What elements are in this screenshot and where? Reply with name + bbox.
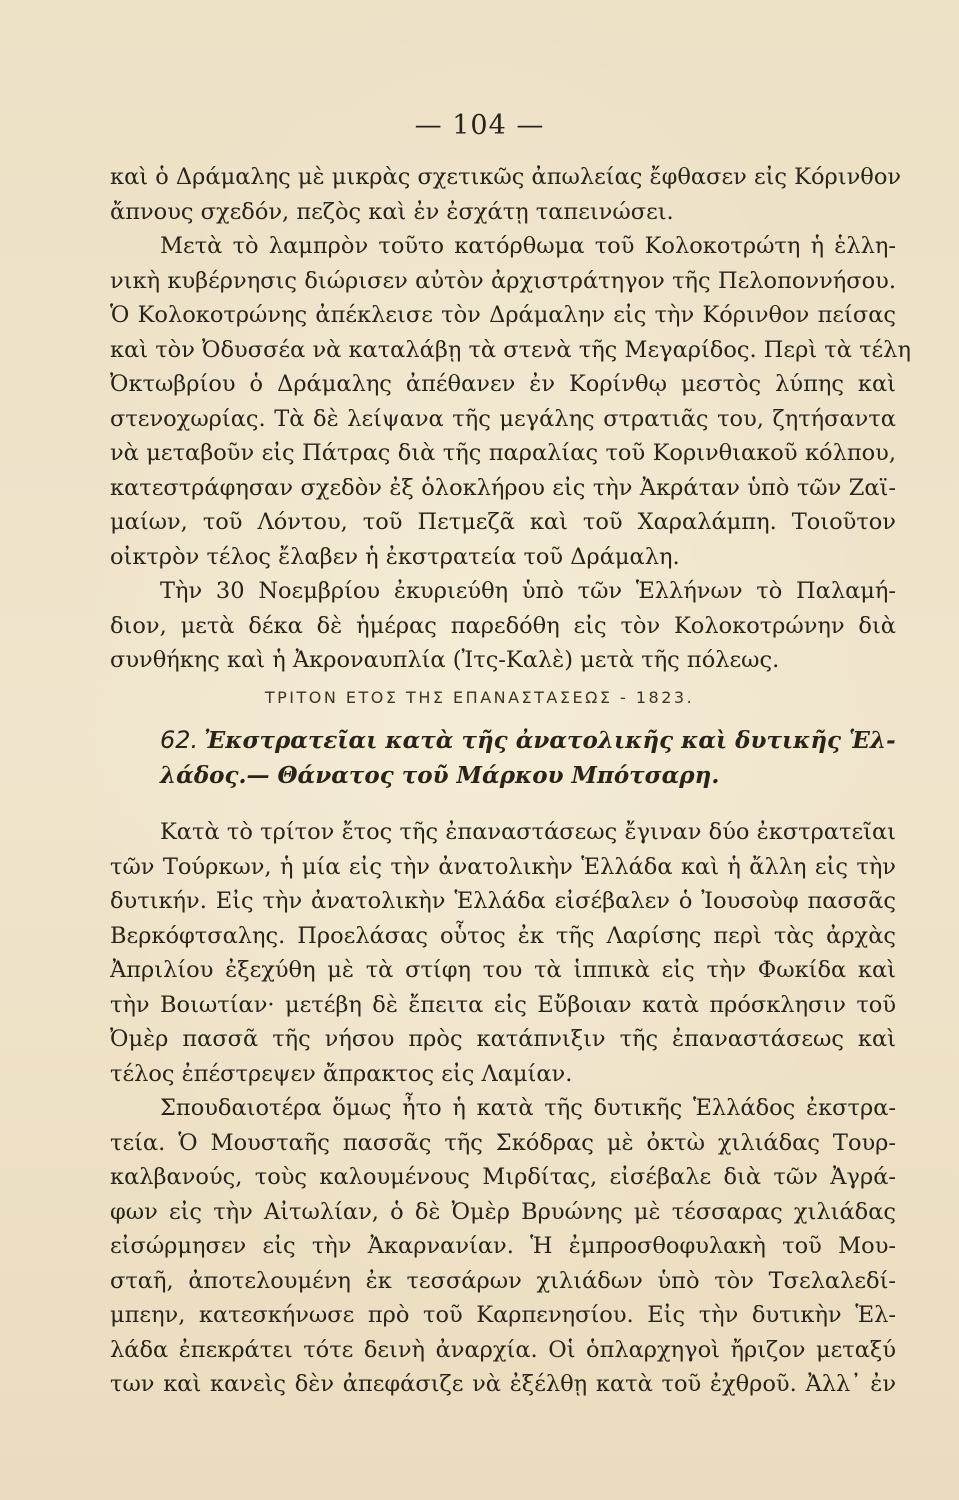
text-line: σταῆ, ἀποτελουμένη ἐκ τεσσάρων χιλιάδων ὑπὸ τὸν Τσελαλεδί- bbox=[110, 1267, 896, 1294]
section-title-line-2: λάδος.— Θάνατος τοῦ Μάρκου Μπότσαρη. bbox=[160, 762, 720, 789]
bottom-text-block bbox=[110, 815, 896, 1402]
text-line: οἰκτρὸν τέλος ἔλαβεν ἡ ἐκστρατεία τοῦ Δράμαλη. bbox=[110, 543, 680, 570]
text-line: εἰσώρμησεν εἰς τὴν Ἀκαρνανίαν. Ἡ ἐμπροσθοφυλακὴ τοῦ Μου- bbox=[110, 1233, 896, 1259]
text-line: τεία. Ὁ Μουσταῆς πασσᾶς τῆς Σκόδρας μὲ ὀκτὼ χιλιάδας Τουρ- bbox=[110, 1129, 896, 1156]
text-line: μπεην, κατεσκήνωσε πρὸ τοῦ Καρπενησίου. Εἰς τὴν δυτικὴν Ἑλ- bbox=[110, 1302, 896, 1328]
text-line: τέλος ἐπέστρεψεν ἄπρακτος εἰς Λαμίαν. bbox=[110, 1060, 573, 1087]
text-line: τῶν Τούρκων, ἡ μία εἰς τὴν ἀνατολικὴν Ἑλλάδα καὶ ἡ ἄλλη εἰς τὴν bbox=[110, 853, 896, 880]
text-line: Σπουδαιοτέρα ὅμως ἦτο ἡ κατὰ τῆς δυτικῆς Ἑλλάδος ἐκστρα- bbox=[160, 1095, 896, 1121]
page-number: — 104 — bbox=[414, 110, 545, 141]
text-line: τὴν Βοιωτίαν· μετέβη δὲ ἔπειτα εἰς Εὔβοιαν κατὰ πρόσκλησιν τοῦ bbox=[110, 991, 896, 1018]
text-line: Βερκόφτσαλης. Προελάσας οὗτος ἐκ τῆς Λαρίσης περὶ τὰς ἀρχὰς bbox=[110, 922, 896, 949]
text-line: Ὀκτωβρίου ὁ Δράμαλης ἀπέθανεν ἐν Κορίνθῳ μεστὸς λύπης καὶ bbox=[110, 371, 896, 397]
text-line: καλβανούς, τοὺς καλουμένους Μιρδίτας, εἰσέβαλε διὰ τῶν Ἀγρά- bbox=[110, 1164, 896, 1190]
section-number: 62. bbox=[160, 726, 199, 754]
text-line: Ὀμὲρ πασσᾶ τῆς νήσου πρὸς κατάπνιξιν τῆς ἐπαναστάσεως καὶ bbox=[110, 1026, 896, 1052]
text-line: κατεστράφησαν σχεδὸν ἐξ ὁλοκλήρου εἰς τὴν Ἀκράταν ὑπὸ τῶν Ζαϊ- bbox=[110, 474, 896, 501]
text-line: Κατὰ τὸ τρίτον ἔτος τῆς ἐπαναστάσεως ἔγιναν δύο ἐκστρατεῖαι bbox=[160, 819, 896, 845]
text-line: καὶ ὁ Δράμαλης μὲ μικρὰς σχετικῶς ἀπωλείας ἔφθασεν εἰς Κόρινθον bbox=[110, 164, 902, 190]
text-line: Ἀπριλίου ἐξεχύθη μὲ τὰ στίφη του τὰ ἱππικὰ εἰς τὴν Φωκίδα καὶ bbox=[110, 957, 896, 983]
section-title-text-1: Ἐκστρατεῖαι κατὰ τῆς ἀνατολικῆς καὶ δυτικῆς Ἑλ- bbox=[204, 727, 896, 754]
text-line: Ὁ Κολοκοτρώνης ἀπέκλεισε τὸν Δράμαλην εἰς τὴν Κόρινθον πείσας bbox=[110, 302, 896, 328]
text-line: λάδα ἐπεκράτει τότε δεινὴ ἀναρχία. Οἱ ὁπλαρχηγοὶ ἤριζον μεταξύ bbox=[110, 1336, 896, 1363]
text-line: καὶ τὸν Ὀδυσσέα νὰ καταλάβῃ τὰ στενὰ τῆς Μεγαρίδος. Περὶ τὰ τέλη bbox=[110, 336, 911, 363]
text-line: δυτικήν. Εἰς τὴν ἀνατολικὴν Ἑλλάδα εἰσέβαλεν ὁ Ἰουσοὺφ πασσᾶς bbox=[110, 888, 896, 914]
top-text-block bbox=[110, 160, 911, 678]
text-line: συνθήκης καὶ ἡ Ἀκροναυπλία (Ἰτς-Καλὲ) μετὰ τῆς πόλεως. bbox=[110, 647, 780, 673]
text-line: φων εἰς τὴν Αἰτωλίαν, ὁ δὲ Ὀμὲρ Βρυώνης μὲ τέσσαρας χιλιάδας bbox=[110, 1198, 896, 1225]
text-line: ἄπνους σχεδόν, πεζὸς καὶ ἐν ἐσχάτῃ ταπεινώσει. bbox=[110, 198, 674, 225]
text-line: μαίων, τοῦ Λόντου, τοῦ Πετμεζᾶ καὶ τοῦ Χαραλάμπη. Τοιοῦτον bbox=[110, 509, 896, 535]
text-line: Μετὰ τὸ λαμπρὸν τοῦτο κατόρθωμα τοῦ Κολοκοτρώτη ἡ ἑλλη- bbox=[160, 233, 896, 259]
text-line: νὰ μεταβοῦν εἰς Πάτρας διὰ τῆς παραλίας τοῦ Κορινθιακοῦ κόλπου, bbox=[110, 440, 896, 466]
section-title bbox=[160, 722, 896, 794]
text-line: των καὶ κανεὶς δὲν ἀπεφάσιζε νὰ ἐξέλθῃ κατὰ τοῦ ἐχθροῦ. Ἀλλ᾿ ἐν bbox=[110, 1371, 896, 1397]
section-title-line-1 bbox=[160, 722, 896, 758]
text-line: Τὴν 30 Νοεμβρίου ἐκυριεύθη ὑπὸ τῶν Ἑλλήνων τὸ Παλαμή- bbox=[160, 578, 896, 604]
text-line: στενοχωρίας. Τὰ δὲ λείψανα τῆς μεγάλης στρατιᾶς του, ζητήσαντα bbox=[110, 405, 896, 432]
text-line: νικὴ κυβέρνησις διώρισεν αὐτὸν ἀρχιστράτηγον τῆς Πελοποννήσου. bbox=[110, 267, 896, 294]
year-heading: ΤΡΙΤΟΝ ΕΤΟΣ ΤΗΣ ΕΠΑΝΑΣΤΑΣΕΩΣ - 1823. bbox=[264, 688, 695, 707]
text-line: διον, μετὰ δέκα δὲ ἡμέρας παρεδόθη εἰς τὸν Κολοκοτρώνην διὰ bbox=[110, 612, 896, 639]
